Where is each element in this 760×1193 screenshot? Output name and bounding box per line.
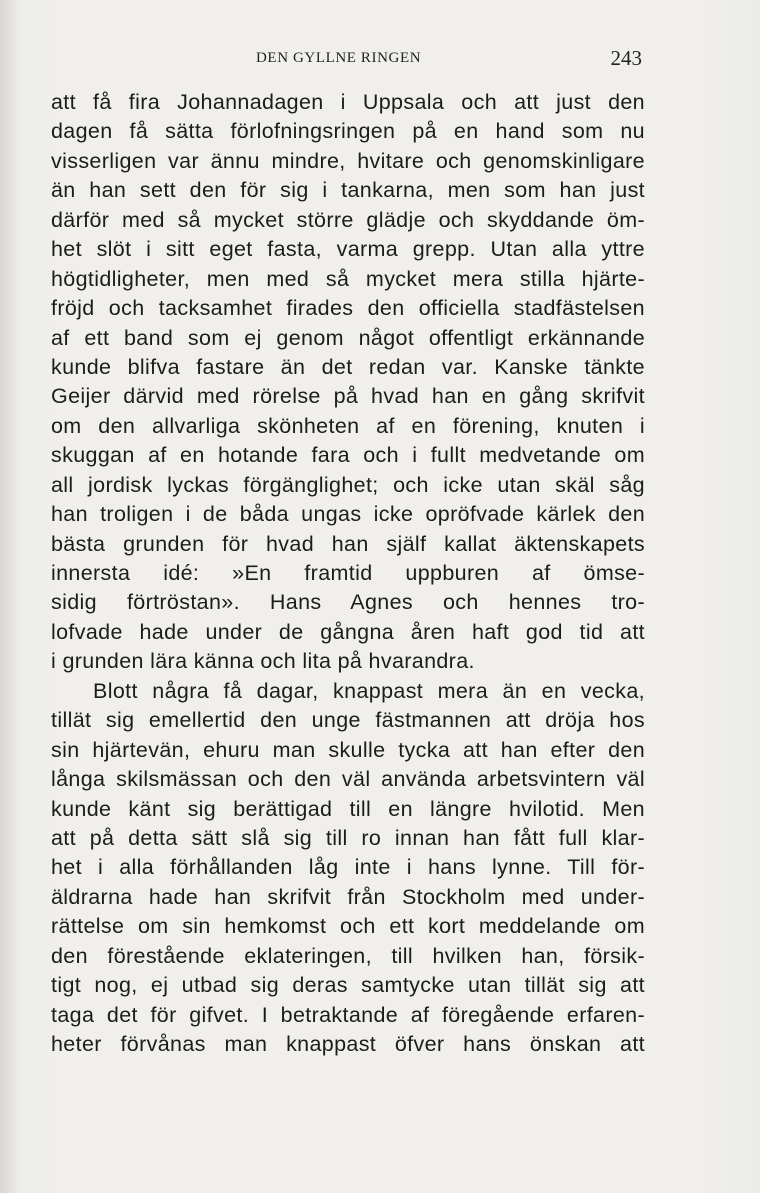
spine-shadow: [0, 0, 18, 1193]
page-header: [0, 46, 760, 70]
text-line: fröjd och tacksamhet firades den officiella stadfästelsen: [51, 296, 645, 321]
text-line: sidig förtröstan». Hans Agnes och hennes tro-: [51, 590, 645, 615]
text-line: lofvade hade under de gångna åren haft god tid att: [51, 619, 645, 644]
text-line: heter förvånas man knappast öfver hans önskan att: [51, 1032, 645, 1056]
text-line: i grunden lära känna och lita på hvarandra.: [51, 649, 475, 674]
text-line: att på detta sätt slå sig till ro innan han fått full klar-: [51, 825, 645, 850]
text-line: att få fira Johannadagen i Uppsala och att just den: [51, 90, 645, 114]
text-line: het slöt i sitt eget fasta, varma grepp. Utan alla yttre: [51, 237, 645, 262]
text-line: äldrarna hade han skrifvit från Stockholm med under-: [51, 884, 645, 909]
running-title: DEN GYLLNE RINGEN: [256, 50, 422, 66]
page-number: 243: [610, 46, 642, 70]
text-line: sin hjärtevän, ehuru man skulle tycka att han efter den: [51, 737, 645, 762]
text-line: Geijer därvid med rörelse på hvad han en gång skrifvit: [51, 384, 645, 409]
text-line: af ett band som ej genom något offentligt erkännande: [51, 325, 645, 350]
text-line: innersta idé: »En framtid uppburen af ömse-: [51, 561, 645, 585]
text-line: den förestående eklateringen, till hvilken han, försik-: [51, 943, 645, 968]
text-line: bästa grunden för hvad han själf kallat äktenskapets: [51, 531, 645, 556]
text-line: rättelse om sin hemkomst och ett kort meddelande om: [51, 914, 645, 939]
text-line: kunde blifva fastare än det redan var. Kanske tänkte: [51, 354, 645, 379]
text-line: skuggan af en hotande fara och i fullt medvetande om: [51, 443, 645, 468]
text-line: han troligen i de båda ungas icke opröfvade kärlek den: [51, 502, 645, 527]
text-line: all jordisk lyckas förgänglighet; och icke utan skäl såg: [51, 472, 645, 497]
text-line: Blott några få dagar, knappast mera än en vecka,: [93, 678, 645, 703]
text-line: om den allvarliga skönheten af en förening, knuten i: [51, 413, 645, 438]
paragraph-2: [51, 677, 645, 1060]
paragraph-1: [51, 88, 645, 677]
text-line: tigt nog, ej utbad sig deras samtycke utan tillät sig att: [51, 973, 645, 998]
text-line: visserligen var ännu mindre, hvitare och genomskinligare: [51, 148, 645, 173]
text-line: än han sett den för sig i tankarna, men som han just: [51, 178, 645, 203]
text-line: het i alla förhållanden låg inte i hans lynne. Till för-: [51, 855, 645, 880]
text-line: långa skilsmässan och den väl använda arbetsvintern väl: [51, 767, 645, 792]
body-text: [51, 88, 645, 1059]
text-line: dagen få sätta förlofningsringen på en hand som nu: [51, 119, 645, 144]
text-line: därför med så mycket större glädje och skyddande öm-: [51, 207, 645, 232]
text-line: tillät sig emellertid den unge fästmannen att dröja hos: [51, 708, 645, 733]
text-line: taga det för gifvet. I betraktande af föregående erfaren-: [51, 1002, 645, 1027]
text-line: kunde känt sig berättigad till en längre hvilotid. Men: [51, 796, 645, 821]
text-line: högtidligheter, men med så mycket mera stilla hjärte-: [51, 266, 645, 291]
